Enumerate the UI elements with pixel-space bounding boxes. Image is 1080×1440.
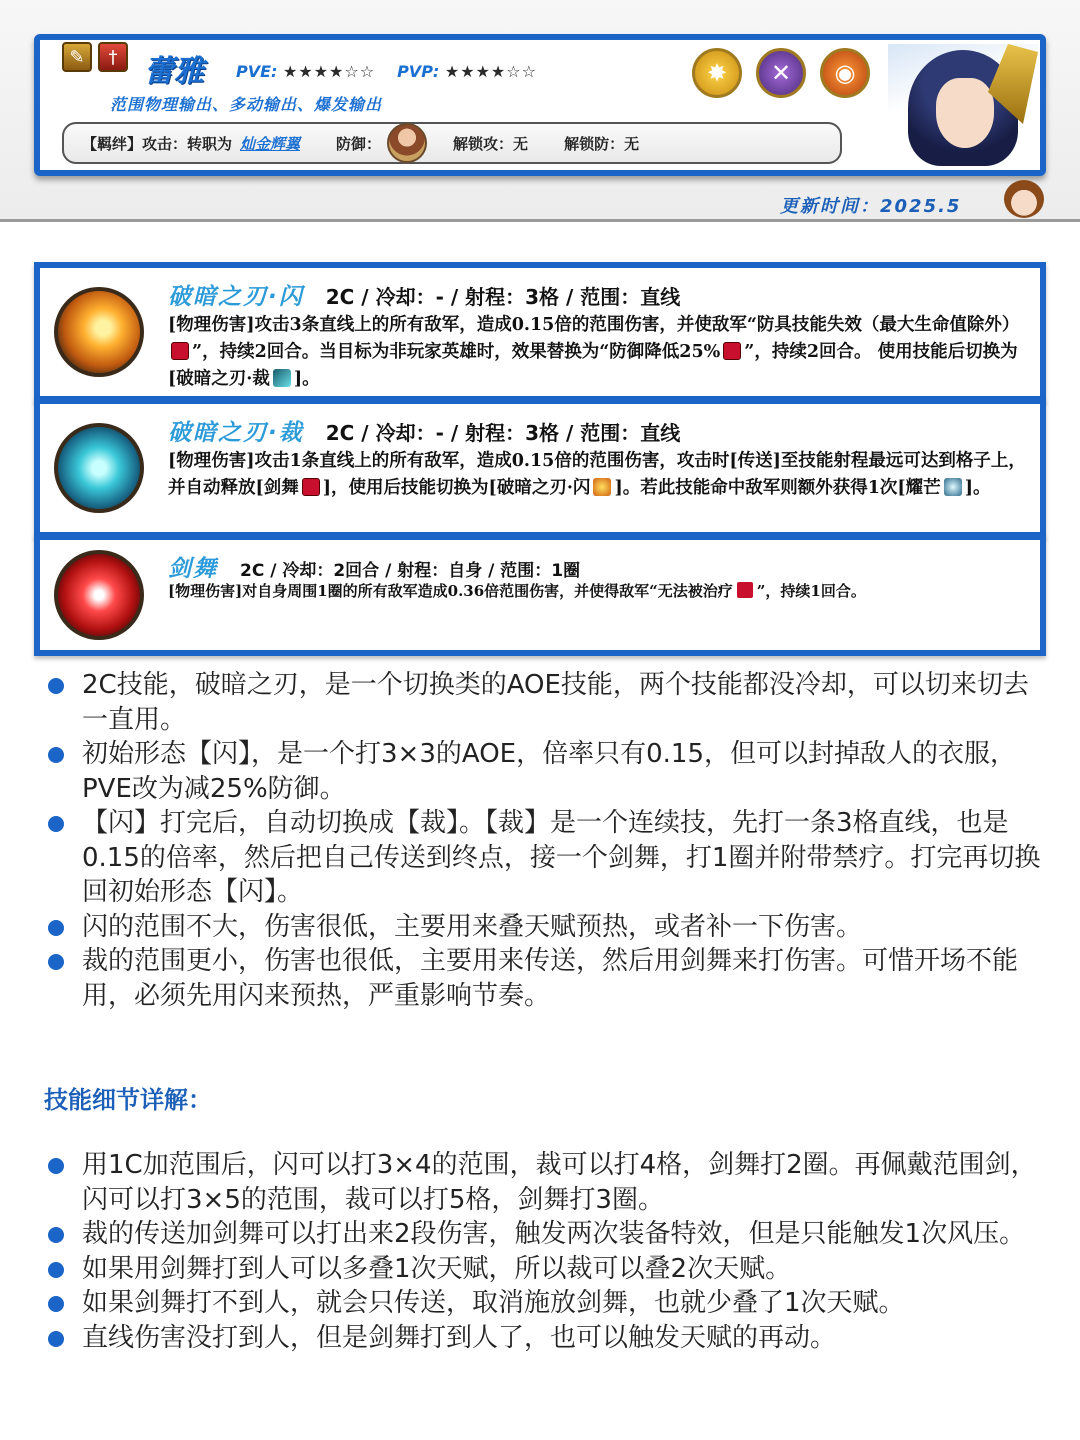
hero-roles: 范围物理输出、多动输出、爆发输出 [110, 95, 383, 114]
unlock-def: 解锁防：无 [564, 134, 640, 153]
list-item: 裁的传送加剑舞可以打出来2段伤害，触发两次装备特效，但是只能触发1次风压。 [42, 1217, 1042, 1252]
talent-icons [692, 48, 870, 98]
chibi-avatar [1004, 180, 1044, 218]
list-item: 如果用剑舞打到人可以多叠1次天赋，所以裁可以叠2次天赋。 [42, 1252, 1042, 1287]
feather-icon: ✎ [62, 42, 92, 72]
sword-dance-icon [302, 478, 320, 496]
defense-avatar [387, 123, 427, 163]
notes-list [42, 668, 1042, 1013]
badges [62, 42, 128, 72]
desc-text: [物理伤害]对自身周围1圈的所有敌军造成0.36倍范围伤害，并使得敌军“无法被治疗 [168, 582, 733, 600]
no-heal-icon [736, 581, 754, 599]
skill-panel [34, 262, 1046, 402]
star-medal-icon: ✸ [692, 48, 742, 98]
bond-bar [62, 122, 842, 164]
skill-panel [34, 534, 1046, 656]
teal-dash-icon [54, 423, 144, 513]
ratings [236, 62, 537, 81]
portrait-face [936, 78, 994, 148]
list-item: 如果剑舞打不到人，就会只传送，取消施放剑舞，也就少叠了1次天赋。 [42, 1286, 1042, 1321]
unlock-atk: 解锁攻：无 [453, 134, 529, 153]
skill-name: 破暗之刃·闪 [168, 284, 304, 310]
armor-seal-icon [171, 342, 189, 360]
skill-meta: 2C / 冷却：2回合 / 射程：自身 / 范围：1圈 [240, 561, 581, 581]
hero-name: 蕾雅 [144, 54, 204, 89]
flame-orb-icon: ◉ [820, 48, 870, 98]
desc-text: [物理伤害]攻击3条直线上的所有敌军，造成0.15倍的范围伤害，并使敌军“防具技能失效（最大生命值除外） [168, 315, 1020, 335]
list-item: 直线伤害没打到人，但是剑舞打到人了，也可以触发天赋的再动。 [42, 1321, 1042, 1356]
skill-meta: 2C / 冷却：- / 射程：3格 / 范围：直线 [325, 285, 681, 309]
pvp-label: PVP: [397, 62, 440, 81]
update-time: 更新时间：2025.5 [780, 196, 962, 217]
bond-defense-label: 防御： [336, 134, 382, 153]
desc-text: ”，持续1回合。 [756, 582, 866, 600]
desc-text: ”，持续2回合。当目标为非玩家英雄时，效果替换为“防御降低25% [192, 342, 721, 362]
hero-card [34, 34, 1046, 176]
defense-down-icon [723, 342, 741, 360]
desc-text: ]。 [293, 369, 320, 389]
desc-text: ]，使用后技能切换为[破暗之刃·闪 [322, 478, 591, 498]
sword-dance-icon [54, 550, 144, 640]
skill-desc [168, 312, 1038, 393]
hero-portrait [888, 44, 1038, 170]
radiance-icon [944, 478, 962, 496]
blade-cut-icon [273, 369, 291, 387]
crossed-tools-icon: ✕ [756, 48, 806, 98]
list-item: 用1C加范围后，闪可以打3×4的范围，裁可以打4格，剑舞打2圈。再佩戴范围剑，闪可以打3×5的范围，裁可以打5格，剑舞打3圈。 [42, 1148, 1042, 1217]
skill-name: 破暗之刃·裁 [168, 420, 304, 446]
details-title: 技能细节详解： [44, 1086, 212, 1114]
skill-meta: 2C / 冷却：- / 射程：3格 / 范围：直线 [325, 421, 681, 445]
list-item: 【闪】打完后，自动切换成【裁】。【裁】是一个连续技，先打一条3格直线，也是0.15的倍率，然后把自己传送到终点，接一个剑舞，打1圈并附带禁疗。打完再切换回初始形态【闪】。 [42, 806, 1042, 910]
skill-panel [34, 398, 1046, 538]
list-item: 2C技能，破暗之刃，是一个切换类的AOE技能，两个技能都没冷却，可以切来切去一直用。 [42, 668, 1042, 737]
desc-text: [物理伤害]攻击1条直线上的所有敌军，造成0.15倍的范围伤害，攻击时[传送]至技能射程最远可达到格子上，并自动释放[剑舞 [168, 451, 1026, 498]
desc-text: ]。 [964, 478, 991, 498]
desc-text: ]。若此技能命中敌军则额外获得1次[耀芒 [614, 478, 941, 498]
bond-attack-target: 灿金辉翼 [240, 134, 301, 153]
flash-blade-icon [593, 478, 611, 496]
pve-stars: ★★★★☆☆ [283, 62, 376, 81]
list-item: 初始形态【闪】，是一个打3×3的AOE，倍率只有0.15，但可以封掉敌人的衣服，PVE改为减25%防御。 [42, 737, 1042, 806]
list-item: 裁的范围更小，伤害也很低，主要用来传送，然后用剑舞来打伤害。可惜开场不能用，必须先用闪来预热，严重影响节奏。 [42, 944, 1042, 1013]
details-list [42, 1148, 1042, 1355]
desc-text: ”，持续2回合。 使用技能后切换为[破暗之刃·裁 [168, 342, 1018, 389]
skill-name: 剑舞 [168, 556, 218, 582]
skill-desc [168, 580, 1048, 602]
list-item: 闪的范围不大，伤害很低，主要用来叠天赋预热，或者补一下伤害。 [42, 910, 1042, 945]
sword-icon: † [98, 42, 128, 72]
bond-label: 【羁绊】攻击：转职为 [82, 134, 233, 153]
pvp-stars: ★★★★☆☆ [444, 62, 537, 81]
fire-slash-icon [54, 287, 144, 377]
pve-label: PVE: [236, 62, 278, 81]
skill-desc [168, 448, 1038, 502]
